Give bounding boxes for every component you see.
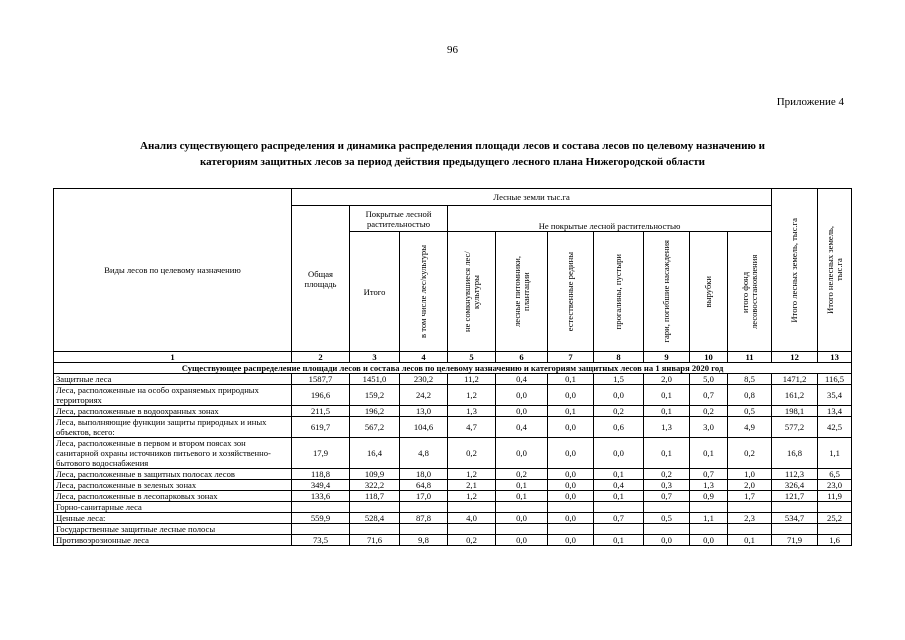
cell-value: 0,2 xyxy=(448,535,496,546)
cell-value: 0,3 xyxy=(644,480,690,491)
cell-value: 326,4 xyxy=(772,480,818,491)
table-row xyxy=(54,480,852,491)
cell-value: 0,0 xyxy=(496,438,548,469)
cell-value: 4,8 xyxy=(400,438,448,469)
header-covered: Покрытые лесной растительностью xyxy=(350,206,448,232)
cell-value: 196,6 xyxy=(292,385,350,406)
cell-value xyxy=(548,524,594,535)
cell-value: 211,5 xyxy=(292,406,350,417)
header-types: Виды лесов по целевому назначению xyxy=(54,189,292,352)
cell-value: 0,5 xyxy=(728,406,772,417)
cell-value: 0,1 xyxy=(594,469,644,480)
row-label: Леса, выполняющие функции защиты природных и иных объектов, всего: xyxy=(54,417,292,438)
section-row xyxy=(54,363,852,374)
cell-value: 13,0 xyxy=(400,406,448,417)
cell-value: 3,0 xyxy=(690,417,728,438)
cell-value: 0,8 xyxy=(728,385,772,406)
cell-value: 619,7 xyxy=(292,417,350,438)
cell-value: 0,7 xyxy=(690,469,728,480)
cell-value: 559,9 xyxy=(292,513,350,524)
cell-value: 13,4 xyxy=(818,406,852,417)
cell-value: 0,1 xyxy=(690,438,728,469)
cell-value xyxy=(400,524,448,535)
cell-value xyxy=(594,524,644,535)
cell-value: 0,5 xyxy=(644,513,690,524)
cell-value: 24,2 xyxy=(400,385,448,406)
cell-value: 1,1 xyxy=(690,513,728,524)
table-row xyxy=(54,406,852,417)
cell-value: 1,3 xyxy=(644,417,690,438)
header-c8: прогалины, пустыри xyxy=(594,232,644,352)
cell-value: 0,0 xyxy=(548,385,594,406)
row-label: Леса, расположенные в зеленых зонах xyxy=(54,480,292,491)
table-row xyxy=(54,513,852,524)
cell-value: 18,0 xyxy=(400,469,448,480)
cell-value: 112,3 xyxy=(772,469,818,480)
cell-value: 1,2 xyxy=(448,491,496,502)
header-c11: итого фонд лесовосстановления xyxy=(728,232,772,352)
cell-value xyxy=(644,524,690,535)
cell-value: 2,3 xyxy=(728,513,772,524)
cell-value: 87,8 xyxy=(400,513,448,524)
cell-value: 349,4 xyxy=(292,480,350,491)
cell-value: 2,0 xyxy=(644,374,690,385)
cell-value: 0,0 xyxy=(548,513,594,524)
cell-value: 1,2 xyxy=(448,469,496,480)
row-label: Леса, расположенные в защитных полосах лесов xyxy=(54,469,292,480)
table-row xyxy=(54,374,852,385)
row-label: Ценные леса: xyxy=(54,513,292,524)
header-forest-lands: Лесные земли тыс.га xyxy=(292,189,772,206)
cell-value: 11,2 xyxy=(448,374,496,385)
cell-value: 0,1 xyxy=(496,491,548,502)
table-row xyxy=(54,438,852,469)
cell-value: 1,0 xyxy=(728,469,772,480)
cell-value: 0,0 xyxy=(548,535,594,546)
cell-value xyxy=(350,524,400,535)
cell-value: 2,0 xyxy=(728,480,772,491)
cell-value: 17,9 xyxy=(292,438,350,469)
cell-value: 0,4 xyxy=(594,480,644,491)
cell-value: 0,4 xyxy=(496,374,548,385)
cell-value xyxy=(690,524,728,535)
cell-value: 0,2 xyxy=(728,438,772,469)
cell-value xyxy=(644,502,690,513)
cell-value: 534,7 xyxy=(772,513,818,524)
cell-value: 133,6 xyxy=(292,491,350,502)
cell-value: 0,0 xyxy=(644,535,690,546)
table-row xyxy=(54,469,852,480)
row-label: Защитные леса xyxy=(54,374,292,385)
cell-value: 1451,0 xyxy=(350,374,400,385)
cell-value: 322,2 xyxy=(350,480,400,491)
cell-value: 104,6 xyxy=(400,417,448,438)
cell-value: 9,8 xyxy=(400,535,448,546)
table-row xyxy=(54,385,852,406)
cell-value: 230,2 xyxy=(400,374,448,385)
cell-value: 0,0 xyxy=(594,385,644,406)
cell-value: 0,1 xyxy=(594,491,644,502)
row-label: Леса, расположенные в первом и втором поясах зон санитарной охраны источников питьевого и хозяйственно-бытового водоснабжения xyxy=(54,438,292,469)
cell-value: 0,1 xyxy=(644,406,690,417)
cell-value: 0,7 xyxy=(690,385,728,406)
header-c6: лесные питомники, плантации xyxy=(496,232,548,352)
cell-value: 0,7 xyxy=(644,491,690,502)
cell-value: 0,0 xyxy=(548,438,594,469)
cell-value xyxy=(690,502,728,513)
cell-value xyxy=(292,524,350,535)
cell-value xyxy=(728,502,772,513)
cell-value: 0,4 xyxy=(496,417,548,438)
cell-value: 25,2 xyxy=(818,513,852,524)
cell-value: 0,0 xyxy=(496,535,548,546)
appendix-label: Приложение 4 xyxy=(776,96,844,108)
row-label: Горно-санитарные леса xyxy=(54,502,292,513)
cell-value: 0,2 xyxy=(594,406,644,417)
cell-value: 1,5 xyxy=(594,374,644,385)
cell-value: 6,5 xyxy=(818,469,852,480)
document-title xyxy=(50,138,855,170)
header-covered-total: Итого xyxy=(350,232,400,352)
header-c5: не сомкнувшиеся лес/культуры xyxy=(448,232,496,352)
table-row xyxy=(54,535,852,546)
cell-value: 118,7 xyxy=(350,491,400,502)
cell-value: 118,8 xyxy=(292,469,350,480)
cell-value: 0,6 xyxy=(594,417,644,438)
cell-value: 1,7 xyxy=(728,491,772,502)
cell-value: 161,2 xyxy=(772,385,818,406)
cell-value xyxy=(772,524,818,535)
cell-value: 0,0 xyxy=(594,438,644,469)
cell-value: 1,2 xyxy=(448,385,496,406)
header-total-nonforest-lands: Итого нелесных земель, тыс.га xyxy=(818,189,852,352)
cell-value xyxy=(548,502,594,513)
row-label: Леса, расположенные в водоохранных зонах xyxy=(54,406,292,417)
header-c7: естественные редины xyxy=(548,232,594,352)
cell-value: 11,9 xyxy=(818,491,852,502)
cell-value xyxy=(496,524,548,535)
cell-value: 0,0 xyxy=(548,491,594,502)
row-label: Противоэрозионные леса xyxy=(54,535,292,546)
cell-value: 0,0 xyxy=(690,535,728,546)
cell-value: 0,1 xyxy=(728,535,772,546)
cell-value: 71,6 xyxy=(350,535,400,546)
cell-value: 116,5 xyxy=(818,374,852,385)
cell-value: 0,7 xyxy=(594,513,644,524)
cell-value: 1471,2 xyxy=(772,374,818,385)
title-line-2: категориям защитных лесов за период действия предыдущего лесного плана Нижегородской области xyxy=(200,156,705,168)
cell-value: 198,1 xyxy=(772,406,818,417)
cell-value: 0,0 xyxy=(496,513,548,524)
cell-value xyxy=(818,524,852,535)
cell-value: 5,0 xyxy=(690,374,728,385)
title-line-1: Анализ существующего распределения и динамика распределения площади лесов и состава лесов по целевому назначению и xyxy=(140,140,765,152)
cell-value: 1,1 xyxy=(818,438,852,469)
cell-value: 4,7 xyxy=(448,417,496,438)
table-row xyxy=(54,417,852,438)
cell-value: 16,8 xyxy=(772,438,818,469)
column-numbers-row: 1 2 3 4 5 6 7 8 9 10 11 12 13 xyxy=(54,352,852,363)
row-label: Государственные защитные лесные полосы xyxy=(54,524,292,535)
cell-value: 0,0 xyxy=(548,469,594,480)
header-c9: гари, погибшие насаждения xyxy=(644,232,690,352)
forest-distribution-table xyxy=(53,188,852,546)
row-label: Леса, расположенные на особо охраняемых природных территориях xyxy=(54,385,292,406)
cell-value: 16,4 xyxy=(350,438,400,469)
cell-value xyxy=(594,502,644,513)
cell-value: 1,3 xyxy=(448,406,496,417)
cell-value: 0,2 xyxy=(690,406,728,417)
header-total-area: Общая площадь xyxy=(292,206,350,352)
cell-value: 567,2 xyxy=(350,417,400,438)
cell-value: 0,2 xyxy=(448,438,496,469)
cell-value: 0,1 xyxy=(594,535,644,546)
cell-value: 196,2 xyxy=(350,406,400,417)
cell-value: 17,0 xyxy=(400,491,448,502)
cell-value xyxy=(448,524,496,535)
cell-value: 71,9 xyxy=(772,535,818,546)
cell-value xyxy=(292,502,350,513)
row-label: Леса, расположенные в лесопарковых зонах xyxy=(54,491,292,502)
table-row xyxy=(54,491,852,502)
cell-value: 1,6 xyxy=(818,535,852,546)
cell-value: 0,0 xyxy=(496,385,548,406)
cell-value: 4,9 xyxy=(728,417,772,438)
header-total-forest-lands: Итого лесных земель, тыс.га xyxy=(772,189,818,352)
header-not-covered: Не покрытые лесной растительностью xyxy=(448,206,772,232)
cell-value: 0,1 xyxy=(644,438,690,469)
cell-value: 577,2 xyxy=(772,417,818,438)
cell-value xyxy=(400,502,448,513)
cell-value: 0,0 xyxy=(496,406,548,417)
table-row xyxy=(54,502,852,513)
header-incl-plantations: в том числе лес/культуры xyxy=(400,232,448,352)
cell-value: 35,4 xyxy=(818,385,852,406)
cell-value: 0,2 xyxy=(644,469,690,480)
cell-value: 159,2 xyxy=(350,385,400,406)
cell-value: 0,0 xyxy=(548,417,594,438)
cell-value: 0,0 xyxy=(548,480,594,491)
cell-value: 0,1 xyxy=(548,374,594,385)
cell-value: 73,5 xyxy=(292,535,350,546)
cell-value: 0,2 xyxy=(496,469,548,480)
cell-value: 1,3 xyxy=(690,480,728,491)
header-c10: вырубки xyxy=(690,232,728,352)
cell-value: 109,9 xyxy=(350,469,400,480)
cell-value xyxy=(350,502,400,513)
cell-value: 8,5 xyxy=(728,374,772,385)
cell-value: 121,7 xyxy=(772,491,818,502)
page-number: 96 xyxy=(447,44,458,56)
table-row xyxy=(54,524,852,535)
cell-value: 0,1 xyxy=(644,385,690,406)
cell-value xyxy=(728,524,772,535)
cell-value: 0,9 xyxy=(690,491,728,502)
cell-value xyxy=(448,502,496,513)
cell-value: 4,0 xyxy=(448,513,496,524)
cell-value: 1587,7 xyxy=(292,374,350,385)
cell-value xyxy=(496,502,548,513)
section-title: Существующее распределение площади лесов и состава лесов по целевому назначению и категориям защитных лесов на 1 января 2020 год xyxy=(54,363,852,374)
cell-value: 42,5 xyxy=(818,417,852,438)
cell-value: 0,1 xyxy=(548,406,594,417)
cell-value: 528,4 xyxy=(350,513,400,524)
cell-value xyxy=(818,502,852,513)
cell-value: 0,1 xyxy=(496,480,548,491)
cell-value xyxy=(772,502,818,513)
cell-value: 23,0 xyxy=(818,480,852,491)
cell-value: 64,8 xyxy=(400,480,448,491)
cell-value: 2,1 xyxy=(448,480,496,491)
